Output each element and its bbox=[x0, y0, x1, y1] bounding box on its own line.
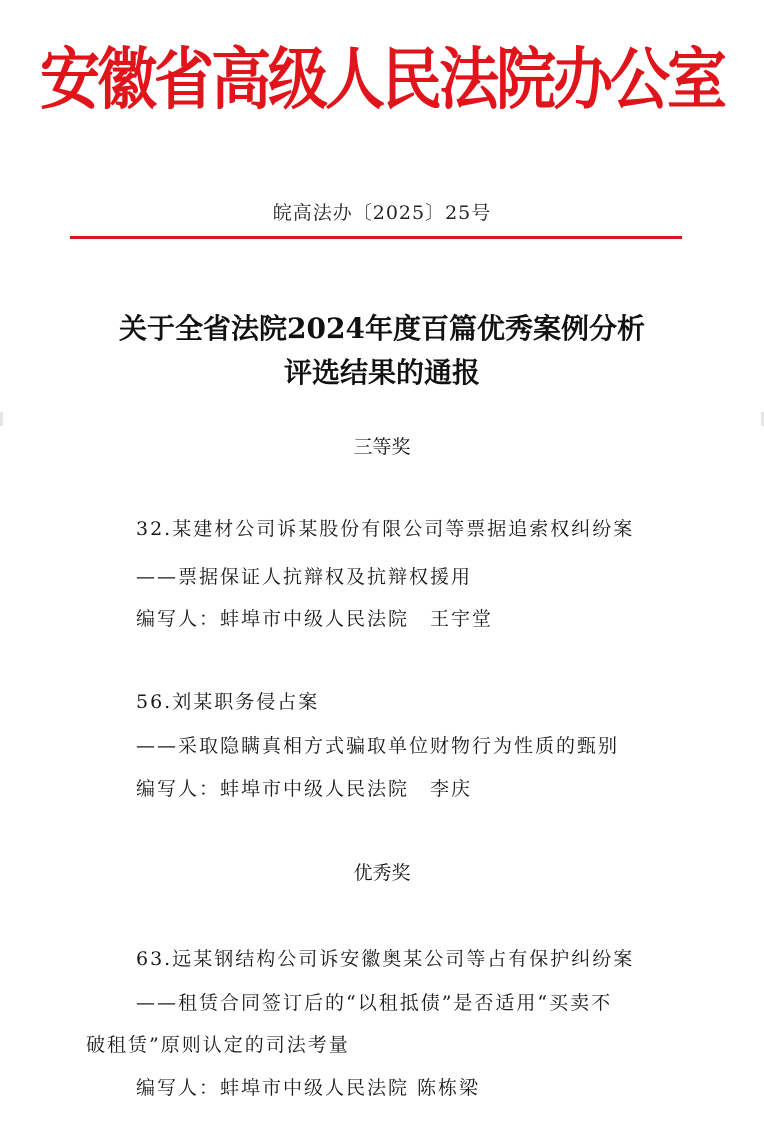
case-63-subtitle-line-1: ——租赁合同签订后的“以租抵债”是否适用“买卖不 bbox=[136, 992, 613, 1014]
award-heading-third-prize: 三等奖 bbox=[353, 436, 411, 458]
case-63-title: 63.远某钢结构公司诉安徽奥某公司等占有保护纠纷案 bbox=[136, 948, 635, 970]
case-32-title: 32.某建材公司诉某股份有限公司等票据追索权纠纷案 bbox=[136, 518, 635, 540]
document-title-line-1: 关于全省法院2024年度百篇优秀案例分析 bbox=[119, 312, 645, 345]
red-divider-line bbox=[70, 236, 682, 239]
document-number: 皖高法办〔2025〕25号 bbox=[272, 202, 492, 224]
case-63-author: 编写人：蚌埠市中级人民法院 陈栋梁 bbox=[136, 1077, 481, 1099]
case-56-author: 编写人：蚌埠市中级人民法院 李庆 bbox=[136, 778, 473, 800]
case-56-title: 56.刘某职务侵占案 bbox=[136, 691, 320, 713]
left-page-edge-mark bbox=[0, 412, 3, 426]
masthead-title: 安徽省高级人民法院办公室 bbox=[40, 40, 724, 120]
case-63-subtitle-line-2: 破租赁”原则认定的司法考量 bbox=[86, 1034, 350, 1056]
document-title bbox=[0, 307, 764, 395]
award-heading-excellence: 优秀奖 bbox=[353, 862, 411, 884]
case-32-subtitle: ——票据保证人抗辩权及抗辩权援用 bbox=[136, 566, 473, 588]
case-56-subtitle: ——采取隐瞒真相方式骗取单位财物行为性质的甄别 bbox=[136, 735, 620, 757]
document-title-line-2: 评选结果的通报 bbox=[283, 356, 480, 389]
case-32-author: 编写人：蚌埠市中级人民法院 王宇堂 bbox=[136, 608, 494, 630]
